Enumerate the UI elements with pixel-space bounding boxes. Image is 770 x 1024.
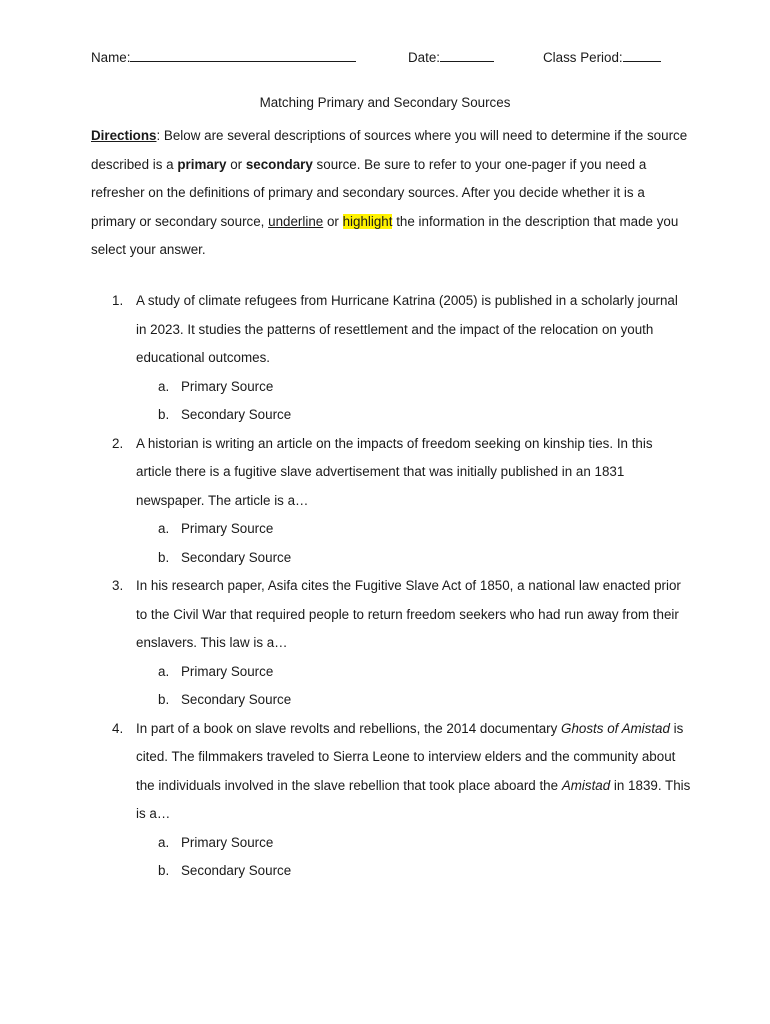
option-b xyxy=(91,857,691,886)
option-b xyxy=(91,686,691,715)
date-field xyxy=(408,47,494,67)
option-text: Primary Source xyxy=(181,834,274,850)
option-text: Secondary Source xyxy=(181,692,292,707)
option-letter: b. xyxy=(158,407,170,422)
highlight-word: highlight xyxy=(342,213,393,229)
option-letter: b. xyxy=(158,692,170,707)
directions-text-1: : Below are several descriptions of sources where you will need to determine if the source described is a xyxy=(91,128,688,172)
name-blank xyxy=(130,47,356,62)
option-text: Secondary Source xyxy=(181,407,292,422)
name-label: Name: xyxy=(91,50,131,65)
ship-name: Amistad xyxy=(561,777,611,793)
directions-or-2: or xyxy=(323,213,343,229)
option-letter: a. xyxy=(158,663,170,679)
option-b xyxy=(91,544,691,573)
secondary-word: secondary xyxy=(245,156,313,172)
question-text-part-2: is cited. The filmmakers traveled to Sierra Leone to interview elders and the community about the individuals involved in the slave rebellion that took place aboard the xyxy=(136,720,684,793)
question-number: 1. xyxy=(112,293,124,308)
option-letter: a. xyxy=(158,521,170,536)
option-letter: b. xyxy=(158,549,170,565)
class-period-label: Class Period: xyxy=(543,50,623,65)
question-text: A historian is writing an article on the impacts of freedom seeking on kinship ties. In this article there is a fugitive slave advertisement that was initially published in an 1831 newspaper. The article is a… xyxy=(136,435,653,508)
option-a xyxy=(91,658,691,687)
film-title: Ghosts of Amistad xyxy=(561,720,670,736)
date-blank xyxy=(440,47,494,62)
option-text: Primary Source xyxy=(181,521,274,536)
directions-label: Directions xyxy=(91,128,157,143)
name-field xyxy=(91,47,356,67)
question-1 xyxy=(91,287,691,430)
question-4 xyxy=(91,715,691,886)
option-letter: b. xyxy=(158,863,170,878)
question-number: 3. xyxy=(112,578,124,593)
option-text: Secondary Source xyxy=(181,863,292,878)
class-period-blank xyxy=(623,47,661,62)
option-a xyxy=(91,515,691,544)
option-text: Primary Source xyxy=(181,378,274,394)
date-label: Date: xyxy=(408,50,441,65)
question-number: 2. xyxy=(112,435,124,451)
question-text: In his research paper, Asifa cites the Fugitive Slave Act of 1850, a national law enacted prior to the Civil War that required people to return freedom seekers who had run away from their enslavers. This law is a… xyxy=(136,578,681,650)
directions-text-2: source. Be sure to refer to your one-pager if you need a refresher on the definitions of primary and secondary sources. After you decide whether it is a primary or secondary source, xyxy=(91,156,647,229)
option-a xyxy=(91,373,691,402)
option-letter: a. xyxy=(158,834,170,850)
option-text: Primary Source xyxy=(181,663,274,679)
directions-or-1: or xyxy=(226,156,246,172)
page-title: Matching Primary and Secondary Sources xyxy=(259,95,511,110)
directions-text-3: the information in the description that made you select your answer. xyxy=(91,213,679,257)
question-2 xyxy=(91,430,691,573)
option-b xyxy=(91,401,691,430)
question-text: A study of climate refugees from Hurricane Katrina (2005) is published in a scholarly journal in 2023. It studies the patterns of resettlement and the impact of the relocation on youth educational outcomes. xyxy=(136,293,678,365)
directions-paragraph xyxy=(91,122,691,265)
question-text-part-1: In part of a book on slave revolts and rebellions, the 2014 documentary xyxy=(136,720,562,736)
question-3 xyxy=(91,572,691,715)
question-list xyxy=(91,287,691,886)
question-number: 4. xyxy=(112,720,124,736)
option-text: Secondary Source xyxy=(181,549,292,565)
class-period-field xyxy=(543,47,661,67)
option-a xyxy=(91,829,691,858)
underline-word: underline xyxy=(268,213,324,229)
option-letter: a. xyxy=(158,378,170,394)
question-text-part-3: in 1839. This is a… xyxy=(136,777,691,821)
primary-word: primary xyxy=(177,156,227,172)
